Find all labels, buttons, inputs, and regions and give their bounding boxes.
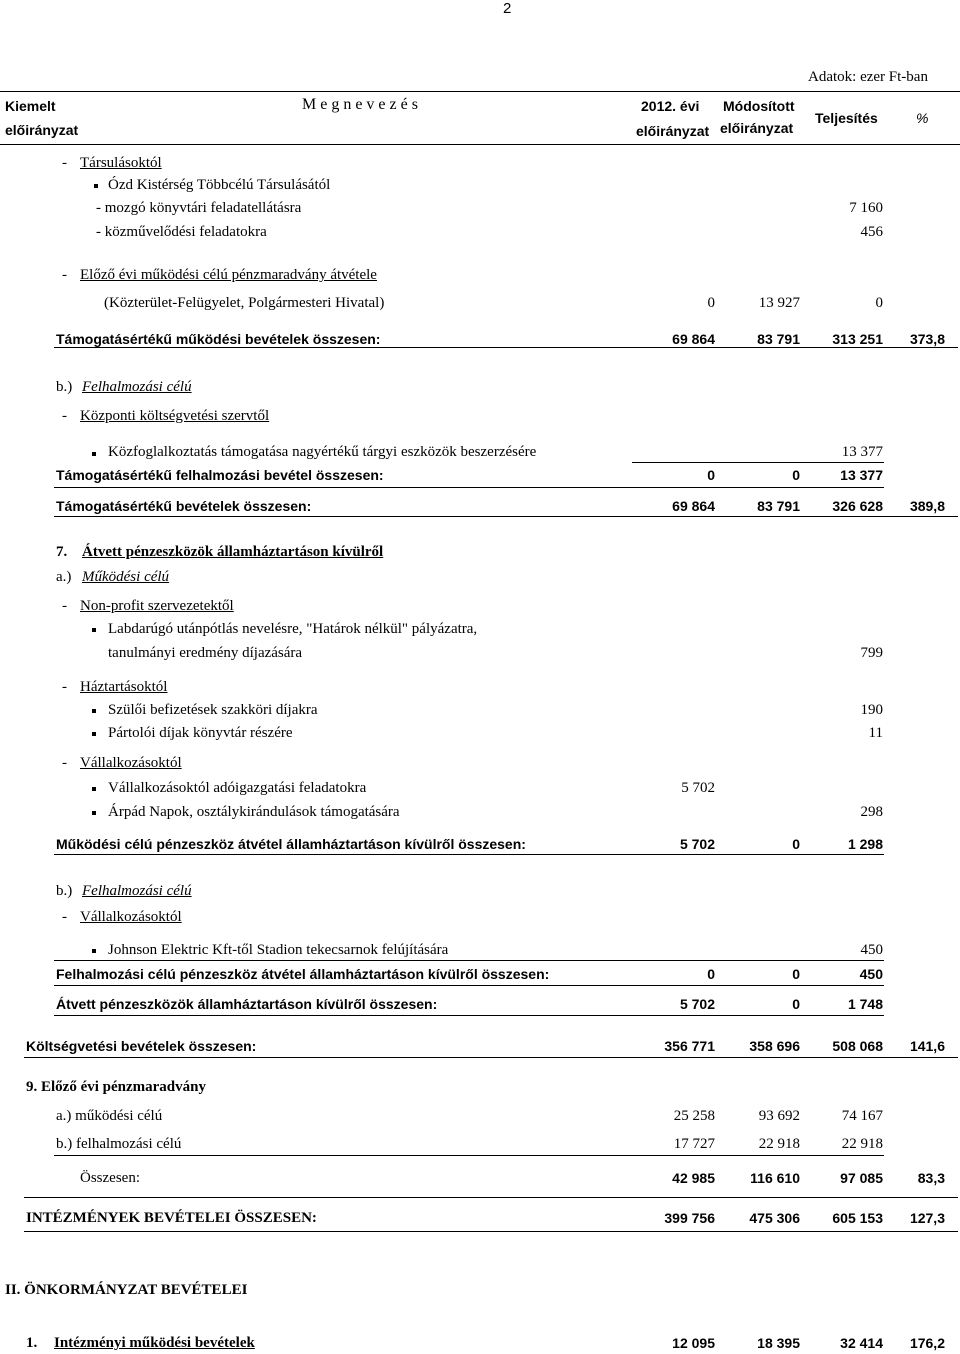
grand-tamogatas-teljesites: 326 628	[832, 498, 883, 514]
rule	[54, 1015, 884, 1016]
sec7-b-total-eredeti: 0	[707, 966, 715, 982]
row-kozter-modositott: 13 927	[758, 295, 800, 311]
intezmenyek-teljesites: 605 153	[832, 1210, 883, 1226]
row-vall-ado-eredeti: 5 702	[681, 780, 715, 796]
rule	[24, 1197, 958, 1198]
page-number: 2	[503, 0, 512, 17]
item-elozo-evi: Előző évi működési célú pénzmaradvány átvétele	[80, 267, 377, 283]
total-felhalm-label: Támogatásértékű felhalmozási bevétel összesen:	[56, 467, 384, 483]
header-modositott: Módosított	[723, 98, 795, 114]
header-eredeti-2: előirányzat	[636, 123, 710, 139]
bullet	[94, 184, 98, 188]
total-felhalm-eredeti: 0	[707, 467, 715, 483]
row-kozter-label: (Közterület-Felügyelet, Polgármesteri Hivatal)	[104, 295, 385, 311]
unit-note: Adatok: ezer Ft-ban	[808, 69, 928, 85]
total-tamogatas-mukodesi-pct: 373,8	[909, 331, 945, 347]
sec9-a-label: a.) működési célú	[56, 1108, 163, 1124]
sec7-total-label: Átvett pénzeszközök államháztartáson kívülről összesen:	[56, 996, 438, 1012]
rule	[54, 960, 884, 961]
bullet	[92, 787, 96, 791]
bullet	[92, 452, 96, 456]
intezmenyek-eredeti: 399 756	[664, 1210, 715, 1226]
sec9-total-label: Összesen:	[80, 1170, 140, 1186]
item-haztartas: Háztartásoktól	[80, 679, 168, 695]
row-johnson-teljesites: 450	[860, 942, 883, 958]
row-arpad-teljesites: 298	[860, 804, 883, 820]
row1-teljesites: 32 414	[840, 1335, 883, 1351]
header-modositott-2: előirányzat	[720, 120, 794, 136]
dash: -	[62, 408, 67, 424]
sec7-a-total-label: Működési célú pénzeszköz átvétel államháztartáson kívülről összesen:	[56, 836, 526, 852]
sec7-total-modositott: 0	[792, 996, 800, 1012]
rule	[54, 1155, 884, 1156]
row-partoloi-label: Pártolói díjak könyvtár részére	[108, 725, 293, 741]
intezmenyek-pct: 127,3	[909, 1210, 945, 1226]
header-top-rule	[0, 91, 960, 92]
dash: -	[62, 155, 67, 171]
rule	[632, 462, 884, 463]
row1-label: Intézményi működési bevételek	[54, 1335, 255, 1351]
header-bottom-rule	[0, 144, 960, 145]
row-kozter-teljesites: 0	[875, 295, 883, 311]
sec9-a-eredeti: 25 258	[673, 1108, 715, 1124]
onkorm-title: II. ÖNKORMÁNYZAT BEVÉTELEI	[5, 1282, 248, 1298]
total-tamogatas-mukodesi-teljesites: 313 251	[832, 331, 883, 347]
total-tamogatas-mukodesi-modositott: 83 791	[757, 331, 800, 347]
bullet	[92, 811, 96, 815]
row-arpad-label: Árpád Napok, osztálykirándulások támogatására	[108, 804, 400, 820]
item-vallalk: Vállalkozásoktól	[80, 755, 182, 771]
rule	[54, 516, 958, 517]
intezmenyek-label: INTÉZMÉNYEK BEVÉTELEI ÖSSZESEN:	[26, 1210, 317, 1226]
dash: -	[62, 679, 67, 695]
rule	[54, 854, 884, 855]
row-kozfog-label: Közfoglalkoztatás támogatása nagyértékű tárgyi eszközök beszerzésére	[108, 444, 537, 460]
row-kozmuv-label: - közművelődési feladatokra	[96, 224, 267, 240]
sec7-total-teljesites: 1 748	[847, 996, 883, 1012]
kv-total-eredeti: 356 771	[664, 1038, 715, 1054]
row-vall-ado-label: Vállalkozásoktól adóigazgatási feladatokra	[108, 780, 367, 796]
dash: -	[62, 267, 67, 283]
row-labdarugo-1: Labdarúgó utánpótlás nevelésre, "Határok nélkül" pályázatra,	[108, 621, 478, 637]
row1-modositott: 18 395	[757, 1335, 800, 1351]
item-nonprofit: Non-profit szervezetektől	[80, 598, 234, 614]
rule	[24, 1231, 958, 1232]
row-szuloi-label: Szülői befizetések szakköri díjakra	[108, 702, 318, 718]
dash: -	[62, 909, 67, 925]
total-tamogatas-mukodesi-label: Támogatásértékű működési bevételek összesen:	[56, 331, 381, 347]
kv-total-modositott: 358 696	[749, 1038, 800, 1054]
rule	[24, 1057, 958, 1058]
sec7-b-total-teljesites: 450	[859, 966, 883, 982]
intezmenyek-modositott: 475 306	[749, 1210, 800, 1226]
row-kozmuv-teljesites: 456	[860, 224, 883, 240]
sec7-title: Átvett pénzeszközök államháztartáson kívülről	[82, 544, 384, 560]
sec7-a-total-modositott: 0	[792, 836, 800, 852]
row-mozgo-teljesites: 7 160	[849, 200, 883, 216]
row-labdarugo-2-teljesites: 799	[860, 645, 883, 661]
sec9-b-eredeti: 17 727	[673, 1136, 715, 1152]
sec9-title: 9. Előző évi pénzmaradvány	[26, 1079, 206, 1095]
sec7-b-total-label: Felhalmozási célú pénzeszköz átvétel államháztartáson kívülről összesen:	[56, 966, 550, 982]
sec9-a-modositott: 93 692	[758, 1108, 800, 1124]
item-kozponti: Központi költségvetési szervtől	[80, 408, 270, 424]
rule	[54, 347, 958, 348]
dash: -	[62, 755, 67, 771]
sec9-total-pct: 83,3	[917, 1170, 945, 1186]
row1-pct: 176,2	[909, 1335, 945, 1351]
row-kozfog-teljesites: 13 377	[841, 444, 883, 460]
total-tamogatas-mukodesi-eredeti: 69 864	[672, 331, 715, 347]
sec-b-prefix: b.)	[56, 379, 73, 395]
bullet	[92, 709, 96, 713]
dash: -	[62, 598, 67, 614]
row-kozter-eredeti: 0	[707, 295, 715, 311]
total-felhalm-teljesites: 13 377	[840, 467, 883, 483]
sec9-b-label: b.) felhalmozási célú	[56, 1136, 182, 1152]
grand-tamogatas-eredeti: 69 864	[672, 498, 715, 514]
sec9-b-modositott: 22 918	[758, 1136, 800, 1152]
row-mozgo-label: - mozgó könyvtári feladatellátásra	[96, 200, 302, 216]
row-partoloi-teljesites: 11	[868, 725, 883, 741]
grand-tamogatas-pct: 389,8	[909, 498, 945, 514]
sec9-total-modositott: 116 610	[750, 1170, 800, 1186]
sec7-a-total-eredeti: 5 702	[679, 836, 715, 852]
kv-total-pct: 141,6	[909, 1038, 945, 1054]
total-felhalm-modositott: 0	[792, 467, 800, 483]
grand-tamogatas-modositott: 83 791	[757, 498, 800, 514]
header-teljesites: Teljesítés	[815, 110, 878, 126]
bullet	[92, 949, 96, 953]
header-percent: %	[916, 110, 929, 126]
header-kiemelt: Kiemelt	[5, 98, 56, 114]
sec7-a-total-teljesites: 1 298	[847, 836, 883, 852]
sec-b-heading: Felhalmozási célú	[82, 379, 192, 395]
bullet	[92, 628, 96, 632]
sec7-a-prefix: a.)	[56, 569, 72, 585]
item-ozd: Ózd Kistérség Többcélú Társulásától	[108, 177, 331, 193]
sec7-b-prefix: b.)	[56, 883, 73, 899]
sec7-b-total-modositott: 0	[792, 966, 800, 982]
header-kiemelt-2: előirányzat	[5, 122, 79, 138]
item-b-vallalk: Vállalkozásoktól	[80, 909, 182, 925]
sec9-b-teljesites: 22 918	[841, 1136, 883, 1152]
sec9-total-eredeti: 42 985	[672, 1170, 715, 1186]
sec7-b-title: Felhalmozási célú	[82, 883, 192, 899]
sec9-a-teljesites: 74 167	[841, 1108, 883, 1124]
row1-number: 1.	[26, 1335, 38, 1351]
sec9-total-teljesites: 97 085	[840, 1170, 883, 1186]
kv-total-label: Költségvetési bevételek összesen:	[26, 1038, 257, 1054]
grand-tamogatas-label: Támogatásértékű bevételek összesen:	[56, 498, 312, 514]
header-eredeti: 2012. évi	[641, 98, 700, 114]
item-tarsulasoktol: Társulásoktól	[80, 155, 162, 171]
kv-total-teljesites: 508 068	[832, 1038, 883, 1054]
row1-eredeti: 12 095	[672, 1335, 715, 1351]
row-szuloi-teljesites: 190	[860, 702, 883, 718]
rule	[54, 487, 884, 488]
row-labdarugo-2-label: tanulmányi eredmény díjazására	[108, 645, 303, 661]
header-megnevezes: M e g n e v e z é s	[302, 96, 418, 113]
rule	[54, 985, 884, 986]
bullet	[92, 732, 96, 736]
sec7-number: 7.	[56, 544, 68, 560]
row-johnson-label: Johnson Elektric Kft-től Stadion tekecsarnok felújítására	[108, 942, 449, 958]
sec7-total-eredeti: 5 702	[679, 996, 715, 1012]
sec7-a-title: Működési célú	[82, 569, 170, 585]
